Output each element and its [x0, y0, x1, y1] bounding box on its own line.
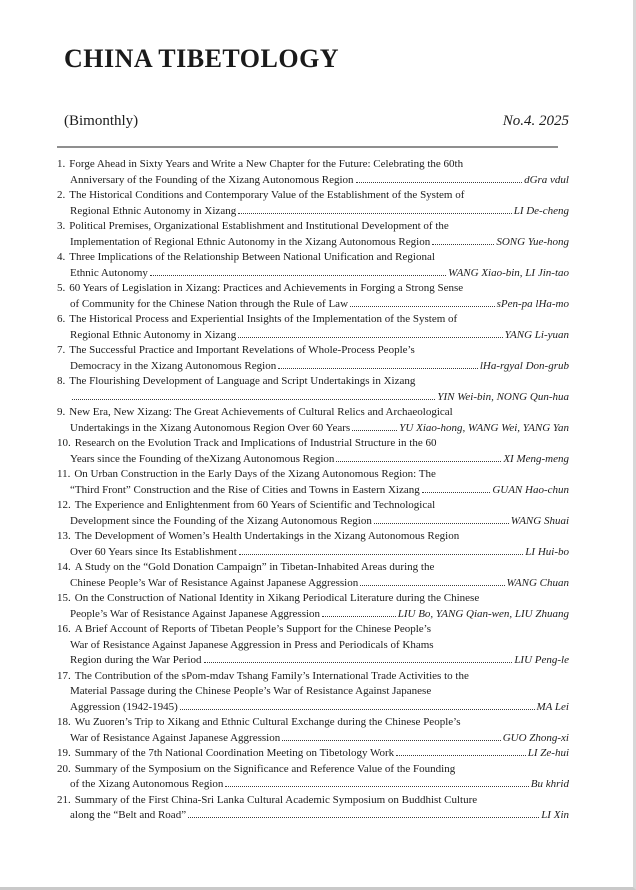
toc-entry: [57, 219, 569, 250]
entry-author: Bu khrid: [530, 778, 569, 790]
entry-title-line: Regional Ethnic Autonomy in Xizang: [70, 328, 237, 341]
entry-author: GUO Zhong-xi: [502, 731, 569, 744]
entry-first-line: [57, 669, 569, 685]
entry-first-line: [57, 746, 569, 762]
entry-title-line: Forge Ahead in Sixty Years and Write a New Chapter for the Future: Celebrating the 60th: [69, 158, 464, 170]
entry-first-line: [57, 715, 569, 731]
entry-title-line: Ethnic Autonomy: [70, 266, 148, 279]
entry-title-line: On the Construction of National Identity in Xikang Periodical Literature during the Chinese: [74, 592, 480, 604]
entry-first-line: [57, 281, 569, 297]
entry-author: dGra vdul: [524, 173, 569, 186]
entry-continuation-line: [57, 328, 569, 344]
entry-title-line: Region during the War Period: [70, 654, 202, 666]
toc-entry: [57, 591, 569, 622]
entry-continuation-line: [57, 204, 569, 220]
dot-leader: [322, 615, 396, 617]
toc-entry: [57, 669, 569, 716]
entry-continuation-line: [57, 390, 569, 406]
entry-title-line: People’s War of Resistance Against Japanese Aggression: [70, 607, 321, 620]
entry-number: 18.: [57, 716, 71, 728]
dot-leader: [422, 491, 491, 493]
entry-number: 8.: [57, 375, 66, 387]
entry-author: YU Xiao-hong, WANG Wei, YANG Yan: [399, 421, 569, 434]
entry-first-line: [57, 529, 569, 545]
toc-entry: [57, 405, 569, 436]
entry-title-line: The Contribution of the sPom-mdav Tshang Family’s International Trade Activities to the: [74, 669, 469, 682]
entry-title-line: Anniversary of the Founding of the Xizang Autonomous Region: [70, 173, 354, 186]
entry-first-line: [57, 622, 569, 638]
entry-number: 19.: [57, 747, 71, 759]
toc-entry: [57, 560, 569, 591]
entry-title-line: Implementation of Regional Ethnic Autonomy in the Xizang Autonomous Region: [70, 235, 431, 248]
entry-first-line: [57, 560, 569, 576]
toc-entry: [57, 622, 569, 669]
entry-title-line: The Flourishing Development of Language and Script Undertakings in Xizang: [69, 375, 416, 387]
entry-number: 6.: [57, 313, 66, 325]
entry-author: LI De-cheng: [513, 204, 569, 217]
toc-entry: [57, 746, 569, 762]
entry-first-line: [57, 343, 569, 359]
toc-entry: [57, 281, 569, 312]
entry-title-line: Development since the Founding of the Xizang Autonomous Region: [70, 514, 372, 527]
entry-title-line: Material Passage during the Chinese People’s War of Resistance Against Japanese: [70, 685, 432, 697]
entry-title-line: The Successful Practice and Important Revelations of Whole-Process People’s: [69, 344, 415, 356]
entry-title-line: Undertakings in the Xizang Autonomous Region Over 60 Years: [70, 421, 351, 434]
entry-author: MA Lei: [536, 700, 569, 713]
toc-entry: [57, 498, 569, 529]
entry-author: GUAN Hao-chun: [492, 483, 569, 496]
entry-first-line: [57, 250, 569, 266]
entry-title-line: Summary of the 7th National Coordination Meeting on Tibetology Work: [74, 747, 395, 759]
entry-author: SONG Yue-hong: [496, 235, 569, 248]
entry-number: 10.: [57, 437, 71, 449]
entry-author: YIN Wei-bin, NONG Qun-hua: [437, 390, 569, 403]
toc-entry: [57, 529, 569, 560]
entry-continuation-line: [57, 545, 569, 561]
entry-title-line: Over 60 Years since Its Establishment: [70, 545, 237, 558]
entry-title-line: The Historical Conditions and Contemporary Value of the Establishment of the System of: [69, 189, 465, 201]
dot-leader: [374, 522, 509, 524]
entry-title-line: Democracy in the Xizang Autonomous Region: [70, 359, 277, 372]
entry-number: 2.: [57, 189, 66, 201]
dot-leader: [225, 785, 528, 787]
dot-leader: [239, 553, 523, 555]
entry-number: 7.: [57, 344, 66, 356]
entry-continuation-line: [57, 808, 569, 824]
table-of-contents: [57, 157, 569, 824]
entry-author: LIU Peng-le: [514, 654, 569, 666]
entry-title-line: New Era, New Xizang: The Great Achievements of Cultural Relics and Archaeological: [69, 406, 453, 418]
entry-first-line: [57, 312, 569, 328]
dot-leader: [188, 816, 539, 818]
entry-title-line: along the “Belt and Road”: [70, 809, 187, 821]
entry-number: 9.: [57, 406, 66, 418]
entry-continuation-line: [57, 576, 569, 592]
entry-author: WANG Chuan: [506, 576, 569, 589]
entry-first-line: [57, 157, 569, 173]
entry-continuation-line: [57, 421, 569, 437]
dot-leader: [356, 181, 523, 183]
toc-entry: [57, 793, 569, 824]
entry-continuation-line: [57, 483, 569, 499]
entry-author: WANG Xiao-bin, LI Jin-tao: [448, 266, 569, 279]
entry-title-line: Summary of the Symposium on the Significance and Reference Value of the Founding: [74, 762, 456, 775]
toc-entry: [57, 312, 569, 343]
entry-first-line: [57, 467, 569, 483]
entry-title-line: of Community for the Chinese Nation through the Rule of Law: [70, 297, 349, 310]
dot-leader: [360, 584, 504, 586]
entry-number: 1.: [57, 158, 66, 170]
entry-continuation-line: [57, 777, 569, 793]
issue-meta-row: [64, 112, 569, 131]
entry-title-line: “Third Front” Construction and the Rise of Cities and Towns in Eastern Xizang: [70, 483, 420, 496]
entry-number: 13.: [57, 530, 71, 542]
entry-author: LI Xin: [541, 809, 569, 821]
entry-number: 17.: [57, 669, 71, 682]
entry-author: sPen-pa lHa-mo: [496, 297, 569, 310]
toc-entry: [57, 188, 569, 219]
frequency-label: (Bimonthly): [64, 113, 139, 129]
entry-author: lHa-rgyal Don-grub: [479, 359, 569, 372]
dot-leader: [238, 336, 502, 338]
entry-continuation-line: [57, 297, 569, 313]
entry-title-line: Wu Zuoren’s Trip to Xikang and Ethnic Cultural Exchange during the Chinese People’s: [74, 716, 461, 728]
dot-leader: [350, 305, 495, 307]
entry-number: 12.: [57, 499, 71, 511]
entry-first-line: [57, 405, 569, 421]
entry-title-line: The Historical Process and Experiential Insights of the Implementation of the System of: [69, 313, 458, 325]
dot-leader: [282, 739, 500, 741]
dot-leader: [180, 708, 535, 710]
dot-leader: [432, 243, 494, 245]
entry-title-line: The Experience and Enlightenment from 60 Years of Scientific and Technological: [74, 499, 436, 511]
entry-continuation-line: [57, 235, 569, 251]
entry-continuation-line: [57, 607, 569, 623]
entry-author: LI Ze-hui: [527, 747, 569, 759]
entry-number: 5.: [57, 282, 66, 294]
entry-title-line: Chinese People’s War of Resistance Against Japanese Aggression: [70, 576, 359, 589]
entry-title-line: Political Premises, Organizational Establishment and Institutional Development of the: [69, 220, 449, 232]
entry-title-line: War of Resistance Against Japanese Aggression: [70, 731, 281, 744]
entry-number: 4.: [57, 251, 66, 263]
entry-title-line: A Brief Account of Reports of Tibetan People’s Support for the Chinese People’s: [74, 623, 431, 635]
entry-first-line: [57, 188, 569, 204]
entry-continuation-line: [57, 653, 569, 669]
entry-author: WANG Shuai: [510, 514, 569, 527]
dot-leader: [72, 398, 435, 400]
toc-entry: [57, 157, 569, 188]
entry-number: 3.: [57, 220, 66, 232]
entry-continuation-line: [57, 266, 569, 282]
entry-title-line: Three Implications of the Relationship Between National Unification and Regional: [69, 251, 435, 263]
toc-entry: [57, 436, 569, 467]
entry-number: 16.: [57, 623, 71, 635]
entry-title-line: Aggression (1942-1945): [70, 700, 178, 713]
entry-title-line: Summary of the First China-Sri Lanka Cultural Academic Symposium on Buddhist Culture: [74, 793, 478, 806]
entry-title-line: A Study on the “Gold Donation Campaign” in Tibetan-Inhabited Areas during the: [74, 561, 435, 573]
entry-title-line: Research on the Evolution Track and Implications of Industrial Structure in the 60: [74, 437, 437, 449]
entry-continuation-line: [57, 514, 569, 530]
entry-author: XI Meng-meng: [503, 452, 569, 465]
entry-title-line: Regional Ethnic Autonomy in Xizang: [70, 204, 237, 217]
dot-leader: [238, 212, 512, 214]
issue-label: No.4. 2025: [502, 113, 569, 129]
toc-entry: [57, 762, 569, 793]
entry-continuation-line: [57, 638, 569, 654]
entry-number: 11.: [57, 468, 71, 480]
entry-title-line: 60 Years of Legislation in Xizang: Practices and Achievements in Forging a Strong Sense: [69, 282, 464, 294]
entry-continuation-line: [57, 173, 569, 189]
entry-first-line: [57, 591, 569, 607]
entry-first-line: [57, 498, 569, 514]
dot-leader: [352, 429, 397, 431]
entry-first-line: [57, 793, 569, 809]
entry-author: YANG Li-yuan: [504, 328, 569, 341]
entry-continuation-line: [57, 359, 569, 375]
dot-leader: [150, 274, 446, 276]
dot-leader: [396, 754, 526, 756]
header-divider: [57, 146, 558, 148]
toc-entry: [57, 467, 569, 498]
entry-first-line: [57, 436, 569, 452]
entry-number: 14.: [57, 561, 71, 573]
entry-first-line: [57, 374, 569, 390]
entry-continuation-line: [57, 452, 569, 468]
entry-first-line: [57, 762, 569, 778]
dot-leader: [336, 460, 501, 462]
entry-author: LIU Bo, YANG Qian-wen, LIU Zhuang: [397, 607, 569, 620]
toc-entry: [57, 343, 569, 374]
entry-title-line: Years since the Founding of theXizang Autonomous Region: [70, 452, 335, 465]
entry-title-line: The Development of Women’s Health Undertakings in the Xizang Autonomous Region: [74, 530, 460, 542]
entry-author: LI Hui-bo: [525, 545, 569, 558]
entry-title-line: War of Resistance Against Japanese Aggression in Press and Periodicals of Khams: [70, 638, 434, 651]
entry-title-line: On Urban Construction in the Early Days of the Xizang Autonomous Region: The: [74, 468, 436, 480]
toc-entry: [57, 250, 569, 281]
entry-title-line: of the Xizang Autonomous Region: [70, 778, 224, 790]
dot-leader: [278, 367, 478, 369]
dot-leader: [204, 661, 513, 663]
toc-entry: [57, 715, 569, 746]
entry-number: 21.: [57, 793, 71, 806]
toc-entry: [57, 374, 569, 405]
journal-title: CHINA TIBETOLOGY: [64, 44, 340, 73]
entry-continuation-line: [57, 684, 569, 700]
entry-first-line: [57, 219, 569, 235]
entry-continuation-line: [57, 731, 569, 747]
entry-continuation-line: [57, 700, 569, 716]
entry-number: 20.: [57, 762, 71, 775]
entry-number: 15.: [57, 592, 71, 604]
